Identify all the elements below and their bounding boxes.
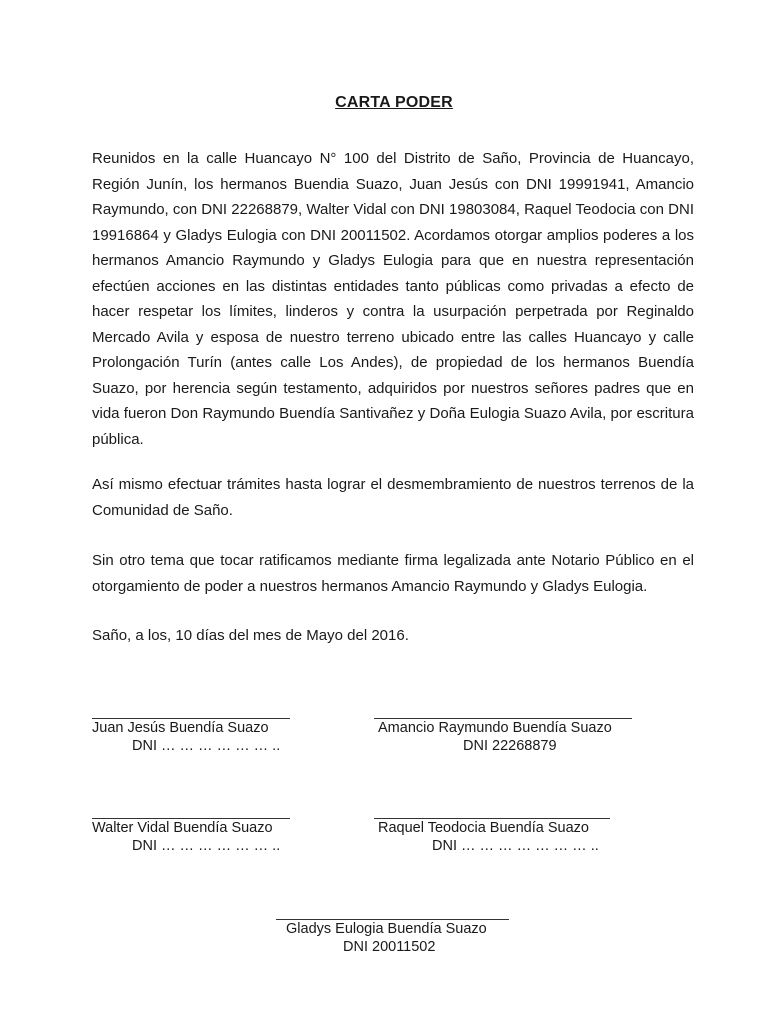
signatory-dni: DNI 22268879 [463,738,557,754]
signatory-name: Juan Jesús Buendía Suazo [92,720,269,736]
signatory-name: Amancio Raymundo Buendía Suazo [378,720,612,736]
signature-block-gladys [276,901,509,956]
signature-block-amancio [374,700,632,755]
signatory-dni: DNI … … … … … … .. [132,838,281,854]
signatory-dni: DNI 20011502 [343,939,436,955]
signatory-name: Raquel Teodocia Buendía Suazo [378,820,589,836]
signatory-dni: DNI … … … … … … … .. [432,838,599,854]
paragraph-ratification: Sin otro tema que tocar ratificamos mediante firma legalizada ante Notario Público en el otorgamiento de poder a nuestros hermanos Amancio Raymundo y Gladys Eulogia. [92,552,694,595]
signatory-name: Gladys Eulogia Buendía Suazo [286,921,487,937]
signatory-name: Walter Vidal Buendía Suazo [92,820,273,836]
paragraph-procedures: Así mismo efectuar trámites hasta lograr el desmembramiento de nuestros terrenos de la Comunidad de Saño. [92,476,694,519]
signature-block-raquel [374,800,610,855]
signature-block-juan [92,700,290,755]
signature-block-walter [92,800,290,855]
paragraph-agreement: Reunidos en la calle Huancayo N° 100 del Distrito de Saño, Provincia de Huancayo, Región Junín, los hermanos Buendia Suazo, Juan Jesús con DNI 19991941, Amancio Raymundo, con DNI 22268879, Walter Vidal con DNI 19803084, Raquel Teodocia con DNI 19916864 y Gladys Eulogia con DNI 20011502. Acordamos otorgar amplios poderes a los hermanos Amancio Raymundo y Gladys Eulogia para que en nuestra representación efectúen acciones en las distintas entidades tanto públicas como privadas a efecto de hacer respetar los límites, linderos y contra la usurpación perpetrada por Reginaldo Mercado Avila y esposa de nuestro terreno ubicado entre las calles Huancayo y calle Prolongación Turín (antes calle Los Andes), de propiedad de los hermanos Buendía Suazo, por herencia según testamento, adquiridos por nuestros señores padres que en vida fueron Don Raymundo Buendía Santivañez y Doña Eulogia Suazo Avila, por escritura pública. [92,150,694,448]
signatory-dni: DNI … … … … … … .. [132,738,281,754]
paragraph-date: Saño, a los, 10 días del mes de Mayo del 2016. [92,627,409,644]
document-title: CARTA PODER [335,94,453,111]
